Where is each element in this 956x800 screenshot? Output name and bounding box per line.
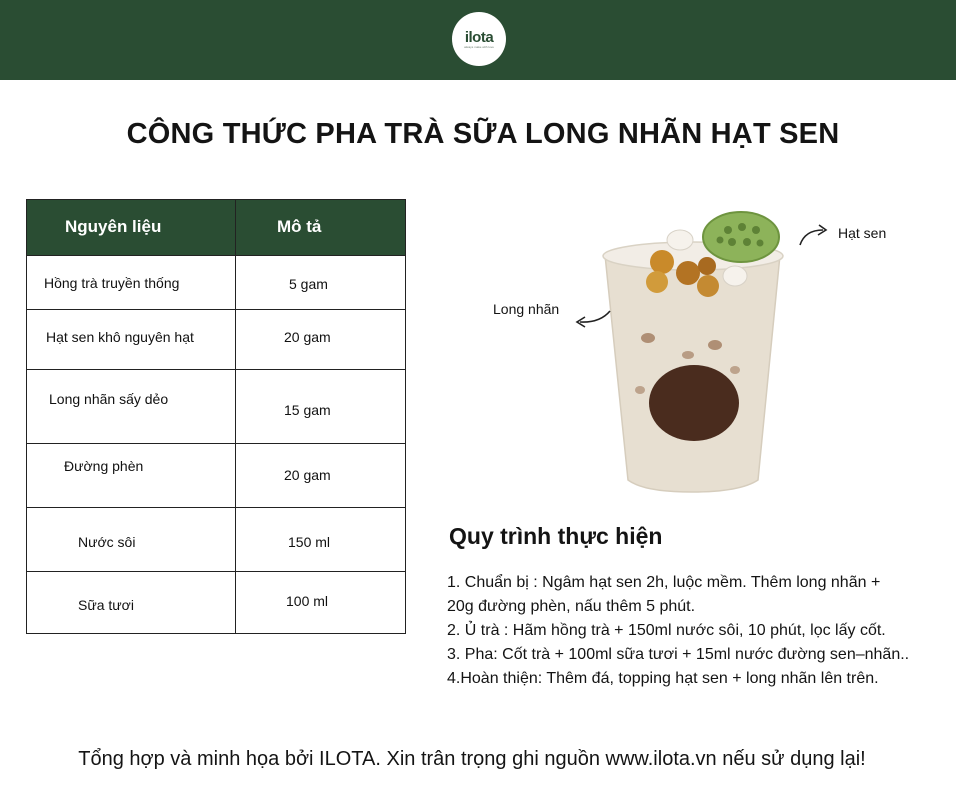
label-longan: Long nhãn bbox=[493, 301, 560, 317]
milk-tea-cup-illustration bbox=[560, 200, 950, 500]
table-row bbox=[27, 369, 405, 443]
table-header-row bbox=[27, 200, 405, 255]
process-title: Quy trình thực hiện bbox=[449, 523, 663, 549]
table-row bbox=[27, 571, 405, 633]
table-row bbox=[27, 443, 405, 507]
ingredient-cell: Hạt sen khô nguyên hạt bbox=[46, 329, 194, 345]
footer-credit: Tổng hợp và minh họa bởi ILOTA. Xin trân trọng ghi nguồn www.ilota.vn nếu sử dụng lại! bbox=[78, 748, 866, 770]
ingredient-cell: Hồng trà truyền thống bbox=[44, 275, 180, 291]
process-steps bbox=[447, 571, 947, 691]
amount-cell: 100 ml bbox=[286, 593, 329, 609]
label-lotus-seed: Hạt sen bbox=[838, 225, 887, 241]
table-row bbox=[27, 507, 405, 571]
list-item: 20g đường phèn, nấu thêm 5 phút. bbox=[447, 598, 696, 615]
page-title: CÔNG THỨC PHA TRÀ SỮA LONG NHÃN HẠT SEN bbox=[126, 118, 840, 150]
arrow-lotus-seed bbox=[800, 230, 823, 245]
logo-text: ilota bbox=[464, 28, 494, 46]
logo-tagline: always make with love bbox=[464, 44, 494, 49]
list-item: 4.Hoàn thiện: Thêm đá, topping hạt sen + long nhãn lên trên. bbox=[447, 670, 879, 687]
list-item: 3. Pha: Cốt trà + 100ml sữa tươi + 15ml nước đường sen–nhãn.. bbox=[447, 646, 910, 663]
list-item: 1. Chuẩn bị : Ngâm hạt sen 2h, luộc mềm. Thêm long nhãn + bbox=[447, 574, 881, 591]
amount-cell: 20 gam bbox=[284, 329, 331, 345]
ingredient-cell: Long nhãn sấy dẻo bbox=[49, 391, 169, 407]
ingredients-table bbox=[26, 199, 406, 634]
table-row bbox=[27, 255, 405, 309]
amount-cell: 150 ml bbox=[288, 534, 331, 550]
ilota-logo[interactable] bbox=[452, 12, 506, 66]
table-row bbox=[27, 309, 405, 369]
amount-cell: 5 gam bbox=[289, 276, 328, 292]
header-description: Mô tả bbox=[277, 217, 322, 236]
ingredient-cell: Sữa tươi bbox=[78, 597, 134, 613]
amount-cell: 20 gam bbox=[284, 467, 331, 483]
header-ingredient: Nguyên liệu bbox=[65, 217, 162, 236]
ingredient-cell: Nước sôi bbox=[78, 534, 136, 550]
ingredient-cell: Đường phèn bbox=[64, 458, 144, 474]
list-item: 2. Ủ trà : Hãm hồng trà + 150ml nước sôi, 10 phút, lọc lấy cốt. bbox=[447, 622, 886, 639]
top-banner bbox=[0, 0, 956, 80]
amount-cell: 15 gam bbox=[284, 402, 331, 418]
